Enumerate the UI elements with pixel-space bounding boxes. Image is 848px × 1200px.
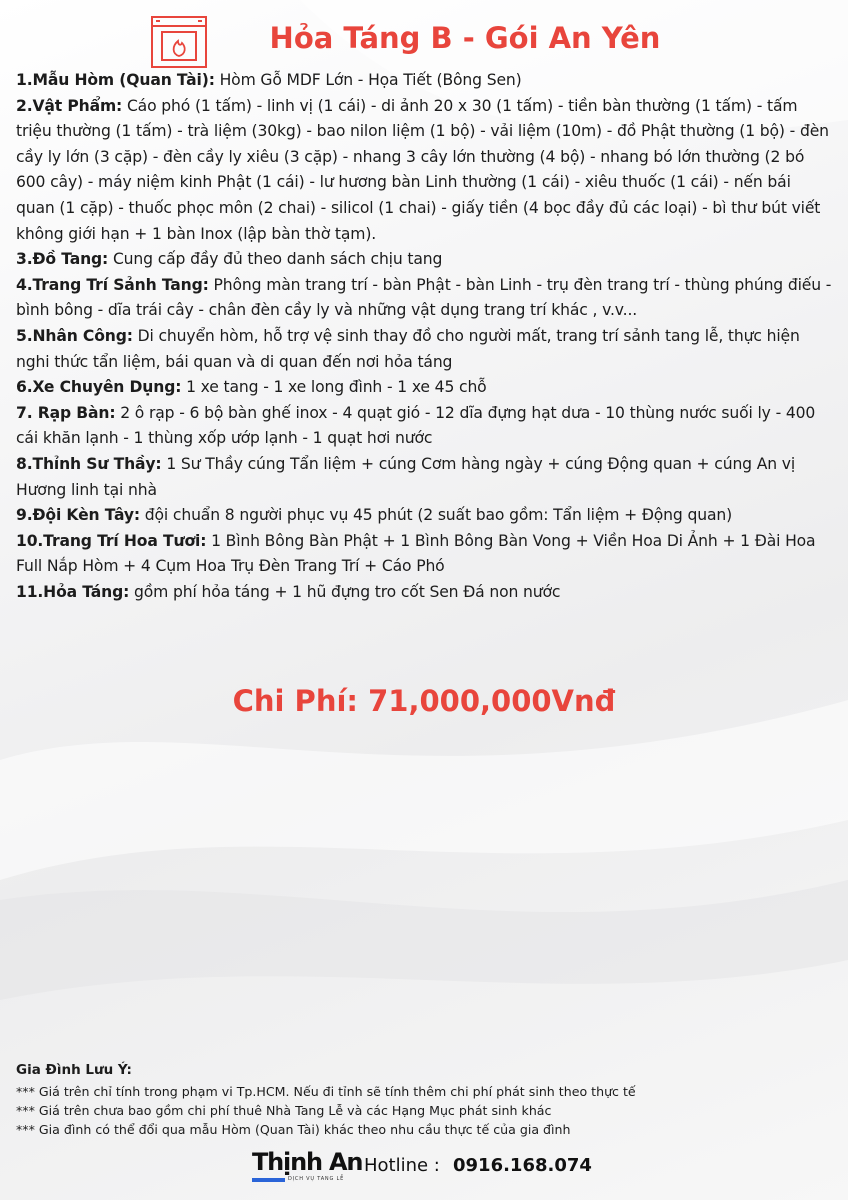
item-text: 1 Sư Thầy cúng Tẩn liệm + cúng Cơm hàng ngày + cúng Động quan + cúng An vị Hương linh tại nhà bbox=[16, 454, 796, 499]
list-item bbox=[16, 580, 834, 606]
brand-logo: Thịnh An bbox=[252, 1148, 363, 1176]
item-text: 1 Bình Bông Bàn Phật + 1 Bình Bông Bàn Vong + Viền Hoa Di Ảnh + 1 Đài Hoa Full Nắp Hòm + 4 Cụm Hoa Trụ Đèn Trang Trí + Cáo Phó bbox=[16, 531, 816, 576]
item-label: 4.Trang Trí Sảnh Tang: bbox=[16, 275, 209, 294]
item-text: Cáo phó (1 tấm) - linh vị (1 cái) - di ảnh 20 x 30 (1 tấm) - tiền bàn thường (1 tấm) - tấm triệu thường (1 tấm) - trà liệm (30kg) - bao nilon liệm (1 bộ) - vải liệm (10m) - đồ Phật thường (1 bộ) - đèn cầy ly lớn (3 cặp) - đèn cầy ly xiêu (3 cặp) - nhang 3 cây lớn thường (4 bộ) - nhang bó lớn thường (2 bó 600 cây) - máy niệm kinh Phật (1 cái) - lư hương bàn Linh thường (1 cái) - xiêu thuốc (1 cái) - nến bái quan (1 cặp) - thuốc phọc môn (2 chai) - silicol (1 chai) - giấy tiền (4 bọc đầy đủ các loại) - bì thư bút viết không giới hạn + 1 bàn Inox (lập bàn thờ tạm). bbox=[16, 96, 829, 243]
item-text: Hòm Gỗ MDF Lớn - Họa Tiết (Bông Sen) bbox=[214, 71, 522, 89]
header bbox=[0, 8, 848, 68]
cremation-furnace-icon bbox=[148, 14, 210, 70]
item-label: 2.Vật Phẩm: bbox=[16, 96, 123, 115]
price-total: Chi Phí: 71,000,000Vnđ bbox=[232, 684, 616, 718]
package-item-list bbox=[16, 68, 834, 605]
item-text: Phông màn trang trí - bàn Phật - bàn Linh - trụ đèn trang trí - thùng phúng điếu - bình bông - dĩa trái cây - chân đèn cầy ly và những vật dụng trang trí khác , v.v... bbox=[16, 275, 832, 320]
list-item bbox=[16, 273, 834, 324]
hotline-label: Hotline : bbox=[364, 1155, 440, 1176]
item-text: 1 xe tang - 1 xe long đình - 1 xe 45 chỗ bbox=[181, 378, 487, 397]
list-item bbox=[16, 529, 834, 580]
item-label: 10.Trang Trí Hoa Tươi: bbox=[16, 531, 207, 550]
item-text: Di chuyển hòm, hỗ trợ vệ sinh thay đồ cho người mất, trang trí sảnh tang lễ, thực hiện nghi thức tẩn liệm, bái quan và di quan đến nơi hỏa táng bbox=[16, 326, 800, 371]
item-text: Cung cấp đầy đủ theo danh sách chịu tang bbox=[108, 250, 443, 269]
item-text: đội chuẩn 8 người phục vụ 45 phút (2 suất bao gồm: Tẩn liệm + Động quan) bbox=[139, 506, 733, 525]
list-item bbox=[16, 503, 834, 529]
brand-tagline: DỊCH VỤ TANG LỄ bbox=[288, 1176, 345, 1182]
note-line: *** Giá trên chỉ tính trong phạm vi Tp.HCM. Nếu đi tỉnh sẽ tính thêm chi phí phát sinh theo thực tế bbox=[16, 1084, 636, 1099]
item-label: 5.Nhân Công: bbox=[16, 326, 133, 345]
footer bbox=[252, 1148, 632, 1188]
item-label: 11.Hỏa Táng: bbox=[16, 582, 130, 601]
item-label: 6.Xe Chuyên Dụng: bbox=[16, 378, 182, 397]
item-text: gồm phí hỏa táng + 1 hũ đựng tro cốt Sen Đá non nước bbox=[129, 582, 561, 601]
item-text: 2 ô rạp - 6 bộ bàn ghế inox - 4 quạt gió - 12 dĩa đựng hạt dưa - 10 thùng nước suối ly - 400 cái khăn lạnh - 1 thùng xốp ướp lạnh - 1 quạt hơi nước bbox=[16, 403, 816, 448]
item-label: 9.Đội Kèn Tây: bbox=[16, 506, 140, 525]
item-label: 1.Mẫu Hòm (Quan Tài): bbox=[16, 71, 215, 89]
item-label: 3.Đồ Tang: bbox=[16, 250, 109, 269]
list-item bbox=[16, 401, 834, 452]
list-item bbox=[16, 324, 834, 375]
list-item bbox=[16, 68, 834, 94]
item-label: 8.Thỉnh Sư Thầy: bbox=[16, 454, 162, 473]
list-item bbox=[16, 375, 834, 401]
note-line: *** Gia đình có thể đổi qua mẫu Hòm (Quan Tài) khác theo nhu cầu thực tế của gia đình bbox=[16, 1122, 571, 1137]
list-item bbox=[16, 452, 834, 503]
brand-underline bbox=[252, 1178, 285, 1182]
list-item bbox=[16, 94, 834, 248]
list-item bbox=[16, 247, 834, 273]
family-notes bbox=[16, 1062, 836, 1139]
item-label: 7. Rạp Bàn: bbox=[16, 403, 116, 422]
notes-title: Gia Đình Lưu Ý: bbox=[16, 1062, 132, 1078]
note-line: *** Giá trên chưa bao gồm chi phí thuê Nhà Tang Lễ và các Hạng Mục phát sinh khác bbox=[16, 1103, 552, 1118]
hotline-number[interactable]: 0916.168.074 bbox=[453, 1155, 592, 1176]
page-title: Hỏa Táng B - Gói An Yên bbox=[269, 21, 661, 55]
